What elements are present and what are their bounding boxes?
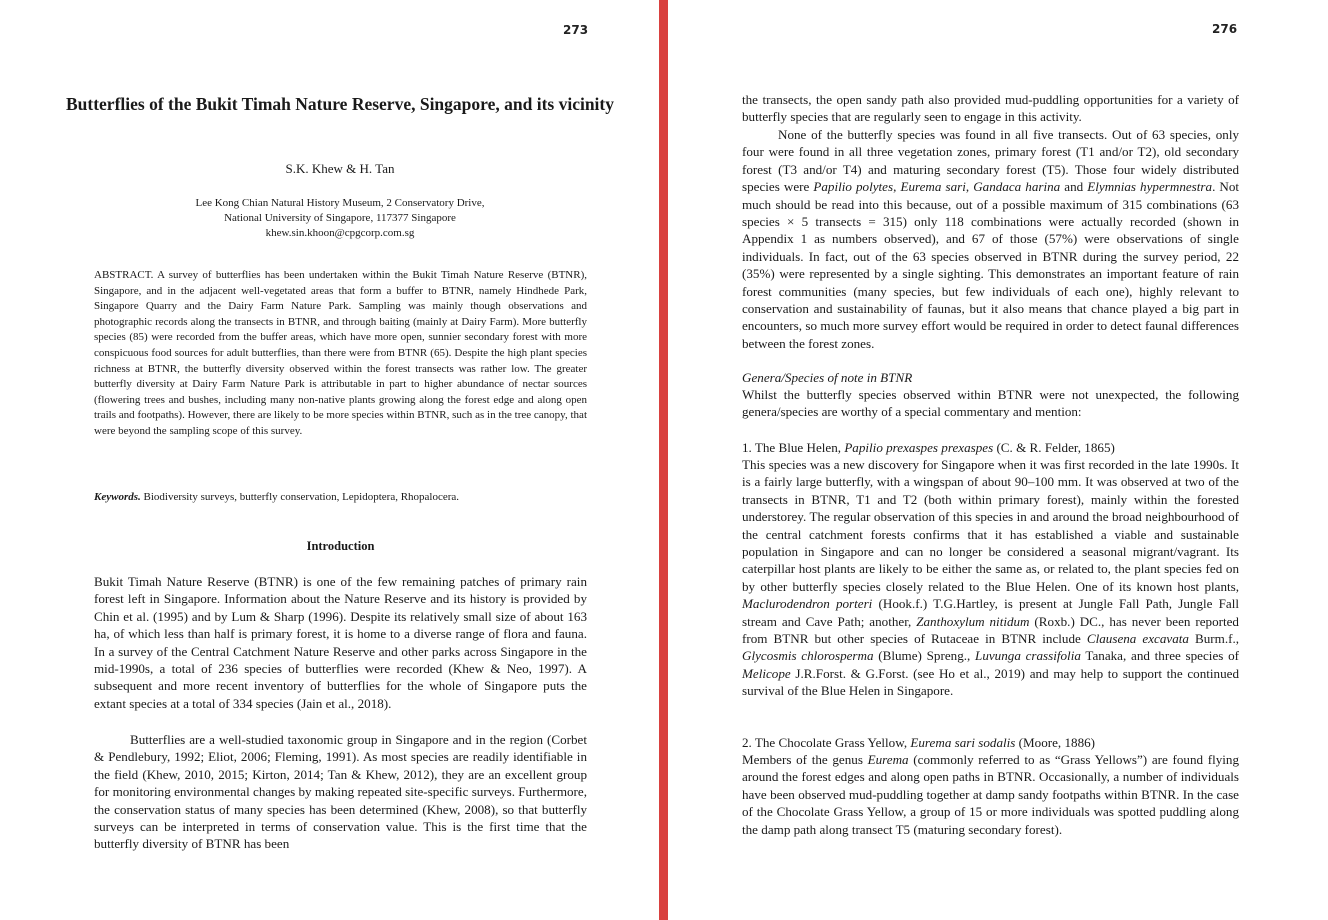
species-name: Gandaca harina	[973, 179, 1061, 195]
author-email: khew.sin.khoon@cpgcorp.com.sg	[265, 227, 415, 239]
species-name: Papilio polytes	[813, 179, 894, 195]
species-name: Elymnias hypermnestra	[1087, 179, 1213, 195]
intro-paragraph: Butterflies are a well-studied taxonomic group in Singapore and in the region (Corbet & Pendlebury, 1992; Eliot, 2006; Fleming, 1991). As most species are readily identifiable in the field (Khew, 2010, 2015; Kirton, 2014; Tan & Khew, 2012), they are an excellent group for monitoring environmental changes by making repeated site-specific surveys. Furthermore, the conservation status of many species has been determined (Khew, 2008), so that butterfly surveys can be interpreted in terms of conservation value. This is the first time that the butterfly diversity of BTNR has been	[94, 732, 587, 852]
authors: S.K. Khew & H. Tan	[285, 161, 395, 176]
species-description-chocolate-grass-yellow: Members of the genus Eurema (commonly referred to as “Grass Yellows”) are found flying around the forest edges and along open paths in BTNR. Occasionally, a number of individuals have been observed mud-puddling together at damp sandy footpaths within BTNR. In the case of the Chocolate Grass Yellow, a group of 15 or more individuals was spotted puddling along the damp path along transect T5 (maturing secondary forest).	[742, 752, 1239, 837]
keywords-label: Keywords.	[94, 491, 141, 503]
page-divider	[659, 0, 668, 920]
abstract: ABSTRACT. A survey of butterflies has been undertaken within the Bukit Timah Nature Reserve (BTNR), Singapore, and in the adjacent well-vegetated areas that form a buffer to BTNR, namely Hindhede Park, Singapore Quarry and the Dairy Farm Nature Park. Sampling was mainly though observations and photographic records along the transects in BTNR, and through baiting (mainly at Dairy Farm). More butterfly species (85) were recorded from the buffer areas, which have more open, sunnier secondary forest with more conspicuous food sources for adult butterflies, than there were from BTNR (65). Despite the high plant species richness at BTNR, the butterfly diversity observed within the forest transects was rather low. The greater butterfly diversity at Dairy Farm Nature Park is attributable in part to higher abundance of nectar sources (flowering trees and bushes, including many non-native plants growing along the forest edge and along open trails and footpaths). However, there are likely to be more species within BTNR, such as in the tree canopy, that were beyond the sampling scope of this survey.	[94, 269, 587, 437]
right-page	[668, 0, 1328, 920]
affiliation-line: National University of Singapore, 117377 Singapore	[224, 212, 456, 224]
continued-paragraph: the transects, the open sandy path also provided mud-puddling opportunities for a variety of butterfly species that are regularly seen to engage in this activity.	[742, 92, 1239, 125]
intro-paragraph: Bukit Timah Nature Reserve (BTNR) is one of the few remaining patches of primary rain forest left in Singapore. Information about the Nature Reserve and its history is provided by Chin et al. (1995) and by Lum & Sharp (1996). Despite its relatively small size of about 163 ha, of which less than half is primary forest, it is home to a diverse range of flora and fauna. In a survey of the Central Catchment Nature Reserve and other parks across Singapore in the mid-1990s, a total of 236 species of butterflies were recorded (Khew & Neo, 1997). A subsequent and more recent inventory of butterflies for the whole of Singapore puts the extant species at a total of 334 species (Jain et al., 2018).	[94, 574, 587, 711]
species-name: Eurema sari	[900, 179, 966, 195]
species-heading-blue-helen: 1. The Blue Helen, Papilio prexaspes prexaspes (C. & R. Felder, 1865)	[742, 440, 1115, 455]
species-description-blue-helen: This species was a new discovery for Singapore when it was first recorded in the late 1990s. It is a fairly large butterfly, with a wingspan of about 90–100 mm. It was observed at two of the transects in BTNR, T1 and T2 (both within primary forest), mainly within the forested understorey. The regular observation of this species in and around the broad neighbourhood of the central catchment forests confirms that it has established a viable and sustainable population in Singapore and can no longer be considered a seasonal migrant/vagrant. Its caterpillar host plants are likely to be either the same as, or related to, the plant species fed on by other butterfly species closely related to the Blue Helen. One of its known host plants, Maclurodendron porteri (Hook.f.) T.G.Hartley, is present at Jungle Fall Path, Jungle Fall stream and Cave Path; another, Zanthoxylum nitidum (Roxb.) DC., has never been reported from BTNR but other species of Rutaceae in BTNR include Clausena excavata Burm.f., Glycosmis chlorosperma (Blume) Spreng., Luvunga crassifolia Tanaka, and three species of Melicope J.R.Forst. & G.Forst. (see Ho et al., 2019) and may help to support the continued survival of the Blue Helen in Singapore.	[742, 457, 1239, 699]
left-page	[0, 0, 659, 920]
species-name: Eurema sari sodalis	[910, 735, 1016, 750]
affiliation-line: Lee Kong Chian Natural History Museum, 2 Conservatory Drive,	[195, 197, 485, 209]
species-heading-chocolate-grass-yellow: 2. The Chocolate Grass Yellow, Eurema sari sodalis (Moore, 1886)	[742, 735, 1096, 750]
results-paragraph: None of the butterfly species was found in all five transects. Out of 63 species, only four were found in all three vegetation zones, primary forest (T1 and/or T2), old secondary forest (T3 and/or T4) and maturing secondary forest (T5). Those four widely distributed species were Papilio polytes, Eurema sari, Gandaca harina and Elymnias hypermnestra. Not much should be read into this because, out of a possible maximum of 315 combinations (63 species × 5 transects = 315) only 118 combinations were actually recorded (shown in Appendix 1 as numbers observed), and 67 of those (57%) were observations of single individuals. In fact, out of the 63 species observed in BTNR during the survey period, 22 (35%) were represented by a single sighting. This demonstrates an important feature of rain forest communities (many species, but few individuals of each one), highly relevant to conservation and sustainability of faunas, but it also means that chance played a big part in encounters, so much more survey effort would be required in order to detect faunal differences between the forest zones.	[742, 127, 1240, 351]
keywords-list: Biodiversity surveys, butterfly conservation, Lepidoptera, Rhopalocera.	[140, 491, 460, 503]
species-name: Papilio prexaspes prexaspes	[844, 440, 994, 455]
keywords	[94, 491, 587, 503]
section-heading-introduction: Introduction	[306, 539, 375, 553]
article-title: Butterflies of the Bukit Timah Nature Reserve, Singapore, and its vicinity	[65, 94, 614, 114]
affiliation	[0, 196, 659, 241]
page-number: 276	[1212, 22, 1238, 36]
page-number: 273	[563, 23, 589, 37]
subsection-heading: Genera/Species of note in BTNR	[742, 370, 913, 385]
subsection-intro: Whilst the butterfly species observed within BTNR were not unexpected, the following genera/species are worthy of a special commentary and mention:	[742, 387, 1239, 420]
